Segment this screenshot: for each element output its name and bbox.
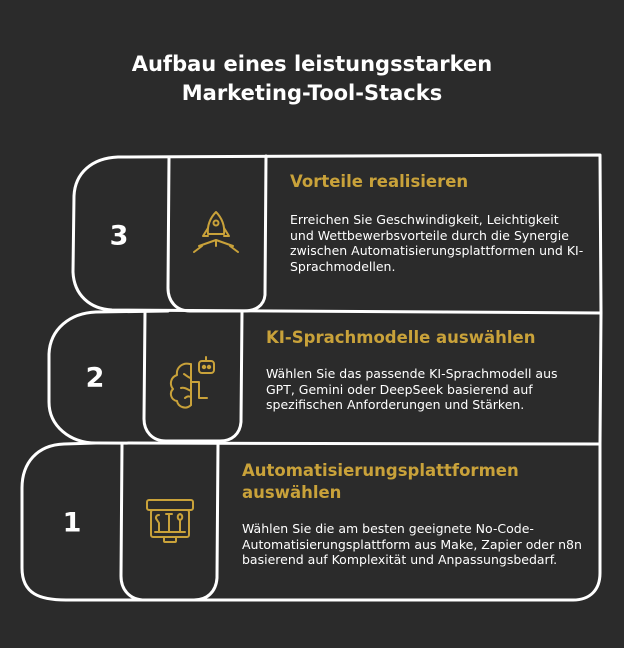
title-line-1: Aufbau eines leistungsstarken [131, 52, 493, 76]
step-2-number: 2 [85, 362, 105, 394]
step-2-heading: KI-Sprachmodelle auswählen [266, 328, 536, 347]
step-1-number: 1 [62, 507, 82, 539]
step-3-heading: Vorteile realisieren [290, 172, 469, 191]
step-3-description: Erreichen Sie Geschwindigkeit, Leichtigkeit und Wettbewerbsvorteile durch die Synergie zwischen Automatisierungsplattformen und KI-Sprachmodellen. [290, 212, 584, 274]
step-3-number: 3 [109, 220, 129, 252]
step-2-divider [144, 312, 242, 441]
title-line-2: Marketing-Tool-Stacks [181, 81, 443, 105]
rocket-icon [194, 212, 238, 252]
step-2-description: Wählen Sie das passende KI-Sprachmodell aus GPT, Gemini oder DeepSeek basierend auf spezifischen Anforderungen und Stärken. [266, 366, 558, 412]
step-1-description: Wählen Sie die am besten geeignete No-Code-Automatisierungsplattform aus Make, Zapier oder n8n basierend auf Komplexität und Anpassungsbedarf. [242, 521, 582, 567]
step-1-heading: Automatisierungsplattformen auswählen [242, 461, 519, 502]
toolbox-icon [147, 500, 193, 542]
brain-robot-icon [171, 357, 214, 408]
